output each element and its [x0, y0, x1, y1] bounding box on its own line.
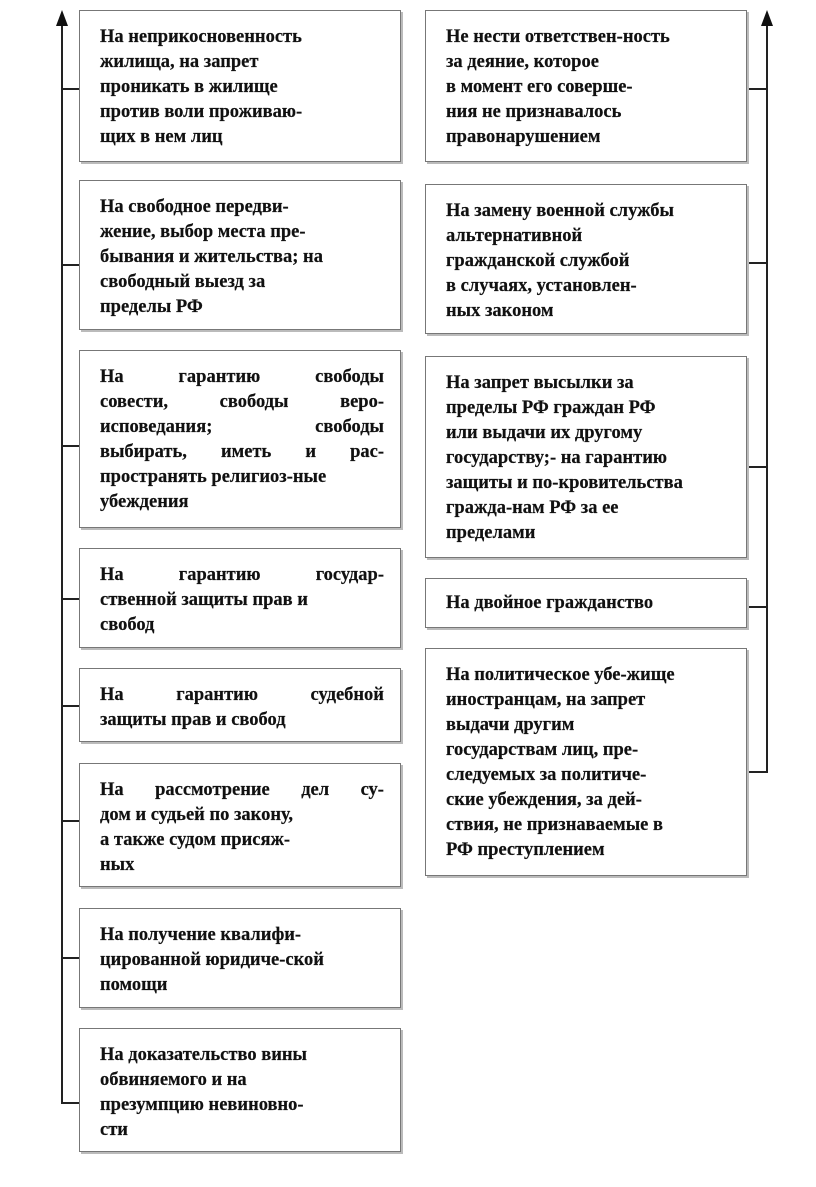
- box-text-line: государству;- на гарантию: [446, 448, 668, 468]
- word: гарантию: [178, 565, 261, 585]
- box-text-line: за деяние, которое: [446, 52, 599, 72]
- box-text-line: [100, 390, 384, 415]
- box-text-line: пространять религиоз-ные: [100, 467, 327, 487]
- word: государ-: [315, 565, 384, 585]
- right-branch-line: [748, 466, 768, 468]
- box-text-line: [100, 683, 384, 708]
- right-branch-line: [748, 606, 768, 608]
- box-text-line: цированной юридиче-ской: [100, 950, 324, 970]
- box-text-line: сти: [100, 1120, 128, 1140]
- left-box-2: [79, 180, 401, 330]
- box-text-line: [100, 415, 384, 440]
- box-text-line: проникать в жилище: [100, 77, 278, 97]
- left-box-3: [79, 350, 401, 528]
- box-text-line: ных законом: [446, 301, 554, 321]
- left-connector-line: [61, 24, 63, 1104]
- box-text-line: иностранцам, на запрет: [446, 690, 646, 710]
- box-text-line: против воли проживаю-: [100, 102, 303, 122]
- right-branch-line: [748, 262, 768, 264]
- word: рас-: [350, 442, 384, 462]
- box-text-line: помощи: [100, 975, 168, 995]
- box-text-line: На свободное передви-: [100, 197, 289, 217]
- box-text-line: На запрет высылки за: [446, 373, 634, 393]
- box-text-line: защиты и по-кровительства: [446, 473, 683, 493]
- word: дел: [301, 780, 330, 800]
- box-text-line: альтернативной: [446, 226, 583, 246]
- box-text-line: На двойное гражданство: [446, 593, 654, 613]
- word: свободы: [315, 417, 384, 437]
- word: иметь: [220, 442, 272, 462]
- box-text-line: [100, 365, 384, 390]
- right-arrow-up-icon: [761, 10, 773, 26]
- word: совести,: [100, 392, 169, 412]
- left-branch-line: [61, 264, 79, 266]
- word: На: [100, 367, 124, 387]
- box-text-line: убеждения: [100, 492, 189, 512]
- box-text-line: свобод: [100, 615, 155, 635]
- box-text-line: жение, выбор места пре-: [100, 222, 306, 242]
- box-text-line: выдачи другим: [446, 715, 575, 735]
- word: гарантию: [176, 685, 258, 705]
- box-text-line: На замену военной службы: [446, 201, 674, 221]
- box-text-line: Не нести ответствен-ность: [446, 27, 670, 47]
- box-text-line: ния не признавалось: [446, 102, 622, 122]
- word: свободы: [219, 392, 289, 412]
- box-text-line: ские убеждения, за дей-: [446, 790, 642, 810]
- box-text-line: ствия, не признаваемые в: [446, 815, 663, 835]
- word: рассмотрение: [155, 780, 270, 800]
- box-text-line: жилища, на запрет: [100, 52, 259, 72]
- box-text-line: На получение квалифи-: [100, 925, 302, 945]
- left-branch-line: [61, 445, 79, 447]
- word: На: [100, 565, 124, 585]
- right-box-2: [425, 184, 747, 334]
- word: выбирать,: [100, 442, 187, 462]
- box-text-line: пределами: [446, 523, 536, 543]
- box-text-line: правонарушением: [446, 127, 601, 147]
- box-text-line: а также судом присяж-: [100, 830, 291, 850]
- word: судебной: [310, 685, 384, 705]
- left-branch-line: [61, 88, 79, 90]
- box-text-line: ственной защиты прав и: [100, 590, 308, 610]
- box-text-line: государствам лиц, пре-: [446, 740, 639, 760]
- box-text-line: гражда-нам РФ за ее: [446, 498, 619, 518]
- box-text-line: На неприкосновенность: [100, 27, 302, 47]
- word: На: [100, 685, 124, 705]
- left-box-6: [79, 763, 401, 887]
- right-box-4: [425, 578, 747, 628]
- word: и: [305, 442, 317, 462]
- box-text-line: бывания и жительства; на: [100, 247, 323, 267]
- word: веро-: [340, 392, 384, 412]
- box-text-line: защиты прав и свобод: [100, 710, 286, 730]
- left-branch-line: [61, 705, 79, 707]
- right-branch-line: [748, 771, 768, 773]
- box-text-line: в случаях, установлен-: [446, 276, 637, 296]
- right-box-1: [425, 10, 747, 162]
- left-box-8: [79, 1028, 401, 1152]
- box-text-line: [100, 778, 384, 803]
- box-text-line: обвиняемого и на: [100, 1070, 247, 1090]
- box-text-line: щих в нем лиц: [100, 127, 223, 147]
- left-branch-line: [61, 957, 79, 959]
- box-text-line: РФ преступлением: [446, 840, 605, 860]
- box-text-line: или выдачи их другому: [446, 423, 643, 443]
- left-box-7: [79, 908, 401, 1008]
- left-box-4: [79, 548, 401, 648]
- box-text-line: следуемых за политиче-: [446, 765, 647, 785]
- left-box-5: [79, 668, 401, 742]
- left-branch-line: [61, 820, 79, 822]
- box-text-line: На доказательство вины: [100, 1045, 307, 1065]
- word: исповедания;: [100, 417, 213, 437]
- left-branch-line: [61, 598, 79, 600]
- box-text-line: На политическое убе-жище: [446, 665, 675, 685]
- left-arrow-up-icon: [56, 10, 68, 26]
- right-branch-line: [748, 88, 768, 90]
- box-text-line: дом и судьей по закону,: [100, 805, 294, 825]
- right-box-3: [425, 356, 747, 558]
- box-text-line: в момент его соверше-: [446, 77, 633, 97]
- box-text-line: [100, 440, 384, 465]
- word: су-: [360, 780, 384, 800]
- box-text-line: пределы РФ: [100, 297, 203, 317]
- box-text-line: ных: [100, 855, 135, 875]
- right-connector-line: [766, 24, 768, 772]
- word: свободы: [315, 367, 384, 387]
- right-box-5: [425, 648, 747, 876]
- box-text-line: гражданской службой: [446, 251, 630, 271]
- word: На: [100, 780, 124, 800]
- box-text-line: пределы РФ граждан РФ: [446, 398, 656, 418]
- box-text-line: [100, 563, 384, 588]
- left-box-1: [79, 10, 401, 162]
- left-branch-line: [61, 1102, 79, 1104]
- box-text-line: свободный выезд за: [100, 272, 266, 292]
- box-text-line: презумпцию невиновно-: [100, 1095, 304, 1115]
- word: гарантию: [178, 367, 261, 387]
